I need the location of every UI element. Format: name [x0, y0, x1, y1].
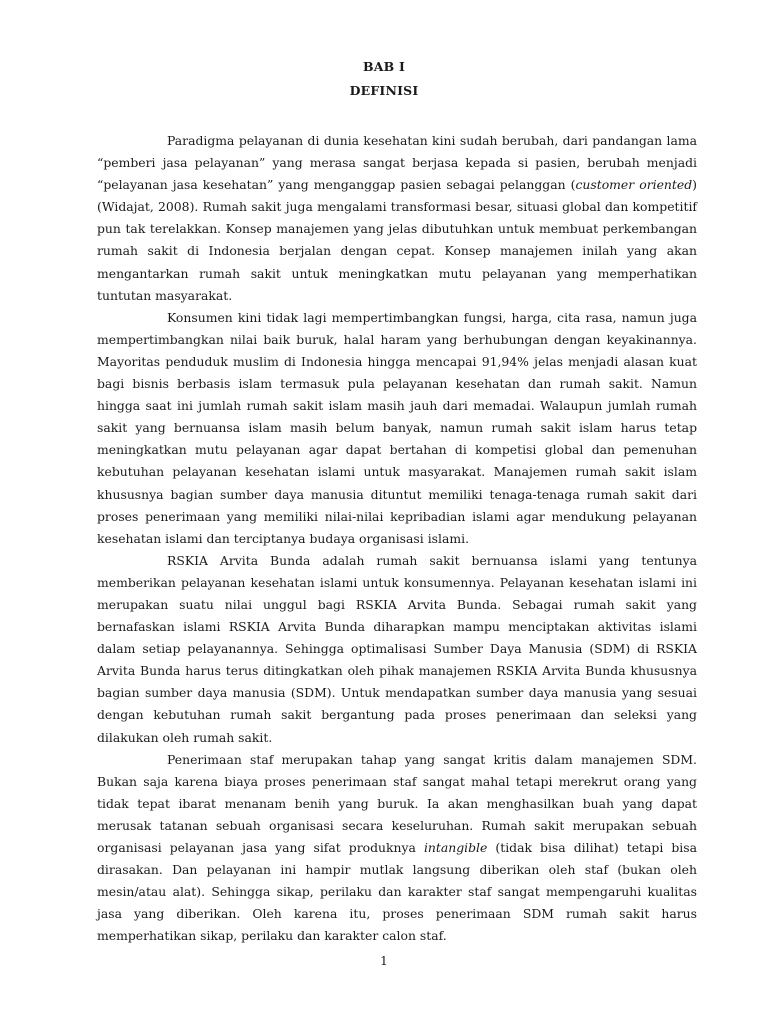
italic-term: customer oriented: [575, 177, 693, 193]
text-segment: ) (Widajat, 2008). Rumah sakit juga mengalami transformasi besar, situasi global dan kompetitif pun tak terelakkan. Konsep manajemen yang jelas dibutuhkan untuk membuat perkembangan rumah sakit di Indonesia berjalan dengan cepat. Konsep manajemen inilah yang akan mengantarkan rumah sakit untuk meningkatkan mutu pelayanan yang memperhatikan tuntutan masyarakat.: [97, 177, 697, 303]
text-segment: Konsumen kini tidak lagi mempertimbangkan fungsi, harga, cita rasa, namun juga mempertimbangkan nilai baik buruk, halal haram yang berhubungan dengan keyakinannya. Mayoritas penduduk muslim di Indonesia hingga mencapai 91,94% jelas menjadi alasan kuat bagi bisnis berbasis islam termasuk pula pelayanan kesehatan dan rumah sakit. Namun hingga saat ini jumlah rumah sakit islam masih jauh dari memadai. Walaupun jumlah rumah sakit yang bernuansa islam masih belum banyak, namun rumah sakit islam harus tetap meningkatkan mutu pelayanan agar dapat bertahan di kompetisi global dan pemenuhan kebutuhan pelayanan kesehatan islami untuk masyarakat. Manajemen rumah sakit islam khususnya bagian sumber daya manusia dituntut memiliki tenaga-tenaga rumah sakit dari proses penerimaan yang memiliki nilai-nilai kepribadian islami agar mendukung pelayanan kesehatan islami dan terciptanya budaya organisasi islami.: [97, 309, 697, 546]
chapter-title: DEFINISI: [349, 83, 419, 98]
page-number: 1: [380, 954, 388, 968]
text-segment: (tidak bisa dilihat) tetapi bisa dirasakan. Dan pelayanan ini hampir mutlak langsung diberikan oleh staf (bukan oleh mesin/atau alat). Sehingga sikap, perilaku dan karakter staf sangat mempengaruhi kualitas jasa yang diberikan. Oleh karena itu, proses penerimaan SDM rumah sakit harus memperhatikan sikap, perilaku dan karakter calon staf.: [97, 840, 698, 944]
chapter-heading: BAB I: [362, 59, 406, 74]
paragraph: [97, 130, 697, 307]
paragraph: [97, 550, 697, 749]
body-text: [97, 130, 697, 947]
text-segment: Paradigma pelayanan di dunia kesehatan kini sudah berubah, dari pandangan lama “pemberi jasa pelayanan” yang merasa sangat berjasa kepada si pasien, berubah menjadi “pelayanan jasa kesehatan” yang menganggap pasien sebagai pelanggan (: [97, 133, 697, 193]
italic-term: intangible: [423, 840, 488, 855]
paragraph: [97, 749, 697, 948]
text-segment: RSKIA Arvita Bunda adalah rumah sakit bernuansa islami yang tentunya memberikan pelayanan kesehatan islami untuk konsumennya. Pelayanan kesehatan islami ini merupakan suatu nilai unggul bagi RSKIA Arvita Bunda. Sebagai rumah sakit yang bernafaskan islami RSKIA Arvita Bunda diharapkan mampu menciptakan aktivitas islami dalam setiap pelayanannya. Sehingga optimalisasi Sumber Daya Manusia (SDM) di RSKIA Arvita Bunda harus terus ditingkatkan oleh pihak manajemen RSKIA Arvita Bunda khususnya bagian sumber daya manusia (SDM). Untuk mendapatkan sumber daya manusia yang sesuai dengan kebutuhan rumah sakit bergantung pada proses penerimaan dan seleksi yang dilakukan oleh rumah sakit.: [97, 552, 697, 745]
text-segment: Penerimaan staf merupakan tahap yang sangat kritis dalam manajemen SDM. Bukan saja karena biaya proses penerimaan staf sangat mahal tetapi merekrut orang yang tidak tepat ibarat menanam benih yang buruk. Ia akan menghasilkan buah yang dapat merusak tatanan sebuah organisasi secara keseluruhan. Rumah sakit merupakan sebuah organisasi pelayanan jasa yang sifat produknya: [97, 751, 697, 855]
paragraph: [97, 307, 697, 550]
